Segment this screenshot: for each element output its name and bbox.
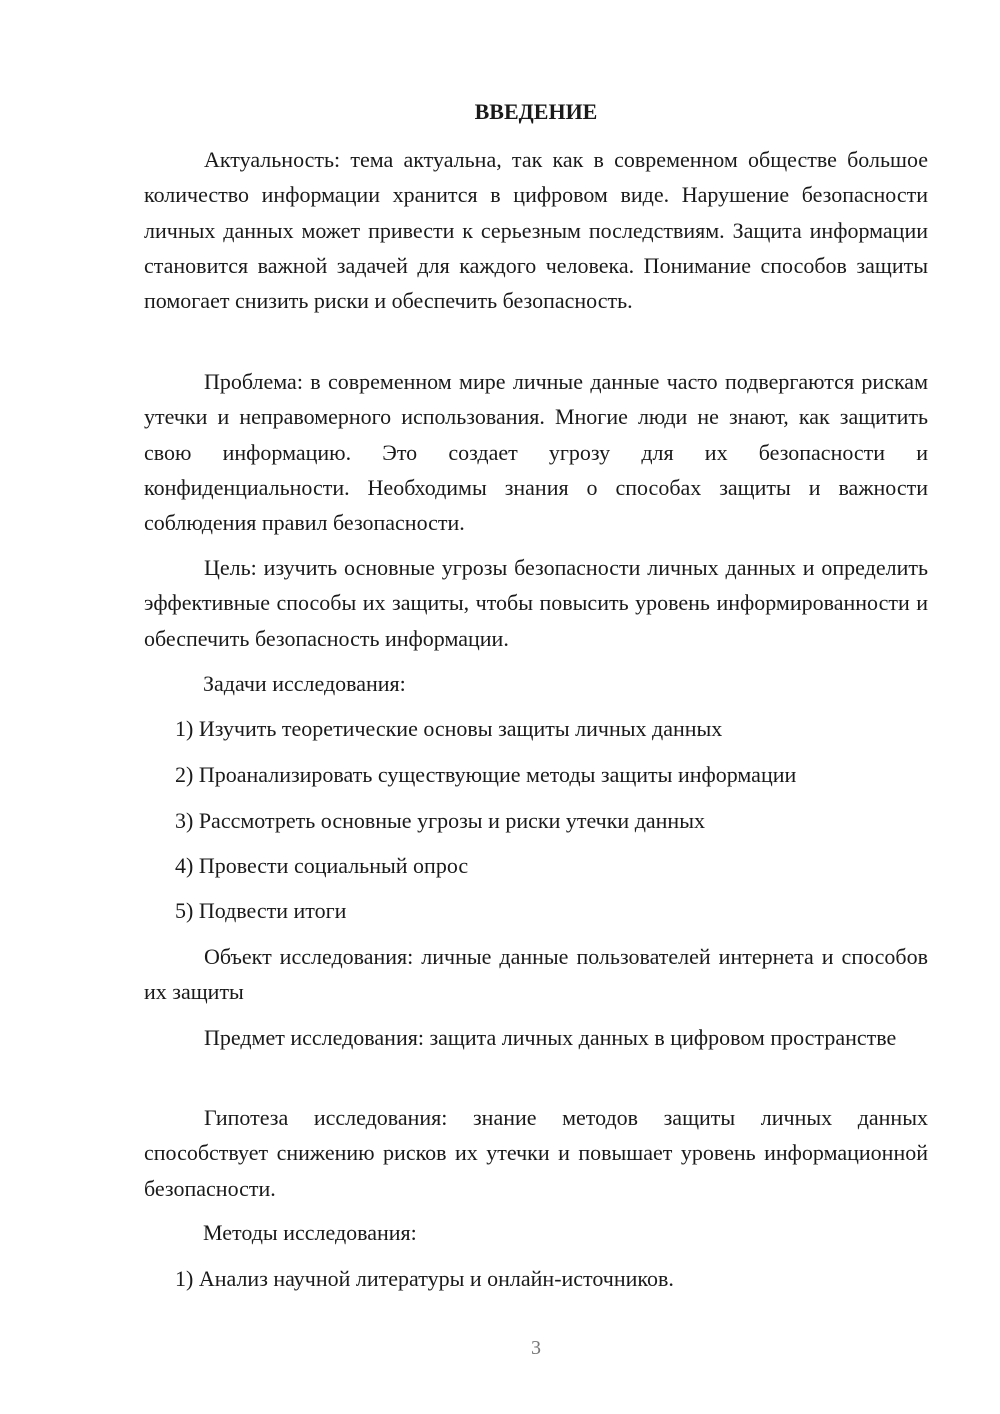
paragraph-object: Объект исследования: личные данные пользователей интернета и способов их защиты [144, 944, 928, 1005]
paragraph-goal: Цель: изучить основные угрозы безопасности личных данных и определить эффективные способы их защиты, чтобы повысить уровень информированности и обеспечить безопасность информации. [144, 555, 928, 651]
methods-heading: Методы исследования: [203, 1220, 417, 1245]
task-item: 3) Рассмотреть основные угрозы и риски утечки данных [175, 808, 705, 833]
method-item: 1) Анализ научной литературы и онлайн-источников. [175, 1266, 674, 1291]
tasks-heading: Задачи исследования: [203, 671, 406, 696]
paragraph-subject: Предмет исследования: защита личных данных в цифровом пространстве [204, 1025, 897, 1050]
paragraph-hypothesis: Гипотеза исследования: знание методов защиты личных данных способствует снижению рисков их утечки и повышает уровень информационной безопасности. [144, 1105, 928, 1201]
section-title: ВВЕДЕНИЕ [474, 99, 598, 124]
task-item: 1) Изучить теоретические основы защиты личных данных [175, 716, 723, 741]
paragraph-problem: Проблема: в современном мире личные данные часто подвергаются рискам утечки и неправомерного использования. Многие люди не знают, как защитить свою информацию. Это создает угрозу для их безопасности и конфиденциальности. Необходимы знания о способах защиты и важности соблюдения правил безопасности. [144, 369, 928, 536]
task-item: 2) Проанализировать существующие методы защиты информации [175, 762, 797, 787]
page-number: 3 [531, 1337, 541, 1359]
task-item: 5) Подвести итоги [175, 898, 347, 923]
task-item: 4) Провести социальный опрос [175, 853, 469, 878]
paragraph-relevance: Актуальность: тема актуальна, так как в современном обществе большое количество информации хранится в цифровом виде. Нарушение безопасности личных данных может привести к серьезным последствиям. Защита информации становится важной задачей для каждого человека. Понимание способов защиты помогает снизить риски и обеспечить безопасность. [144, 147, 928, 314]
